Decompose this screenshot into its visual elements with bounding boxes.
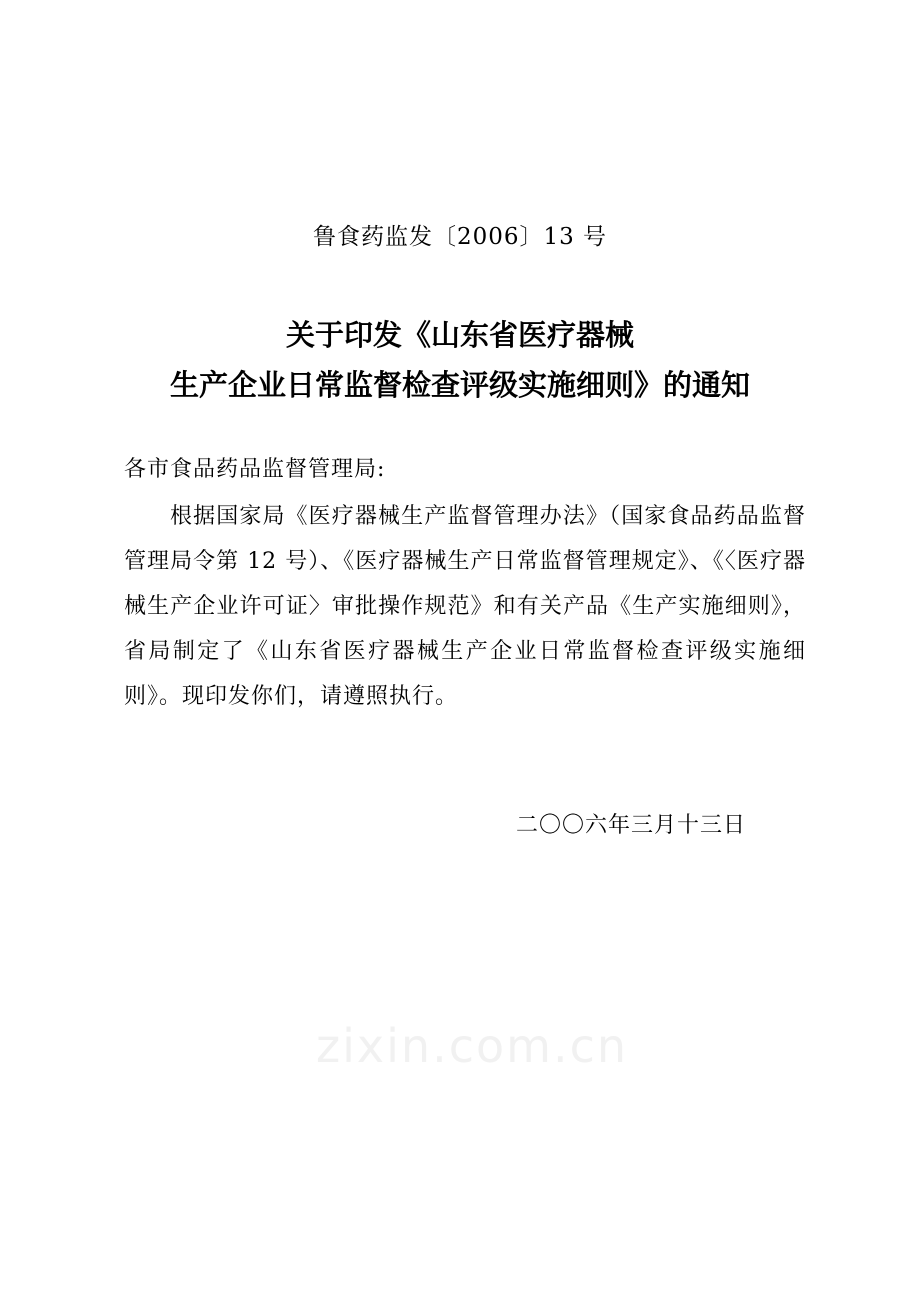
title-line-1: 关于印发《山东省医疗器械 xyxy=(285,318,634,352)
watermark: zixin.com.cn xyxy=(316,1019,629,1073)
salutation: 各市食品药品监督管理局: xyxy=(124,457,386,482)
document-number: 鲁食药监发〔2006〕13 号 xyxy=(312,224,608,250)
issue-date: 二〇〇六年三月十三日 xyxy=(516,813,747,838)
body-paragraph: 根据国家局《医疗器械生产监督管理办法》（国家食品药品监督管理局令第 12 号）、《医疗器械生产日常监督管理规定》、《〈医疗器械生产企业许可证〉审批操作规范》和有关产品《生产实施细则》，省局制定了《山东省医疗器械生产企业日常监督检查评级实施细则》。现印发你们，请遵照执行。 xyxy=(124,504,806,709)
title-line-2: 生产企业日常监督检查评级实施细则》的通知 xyxy=(169,368,750,402)
